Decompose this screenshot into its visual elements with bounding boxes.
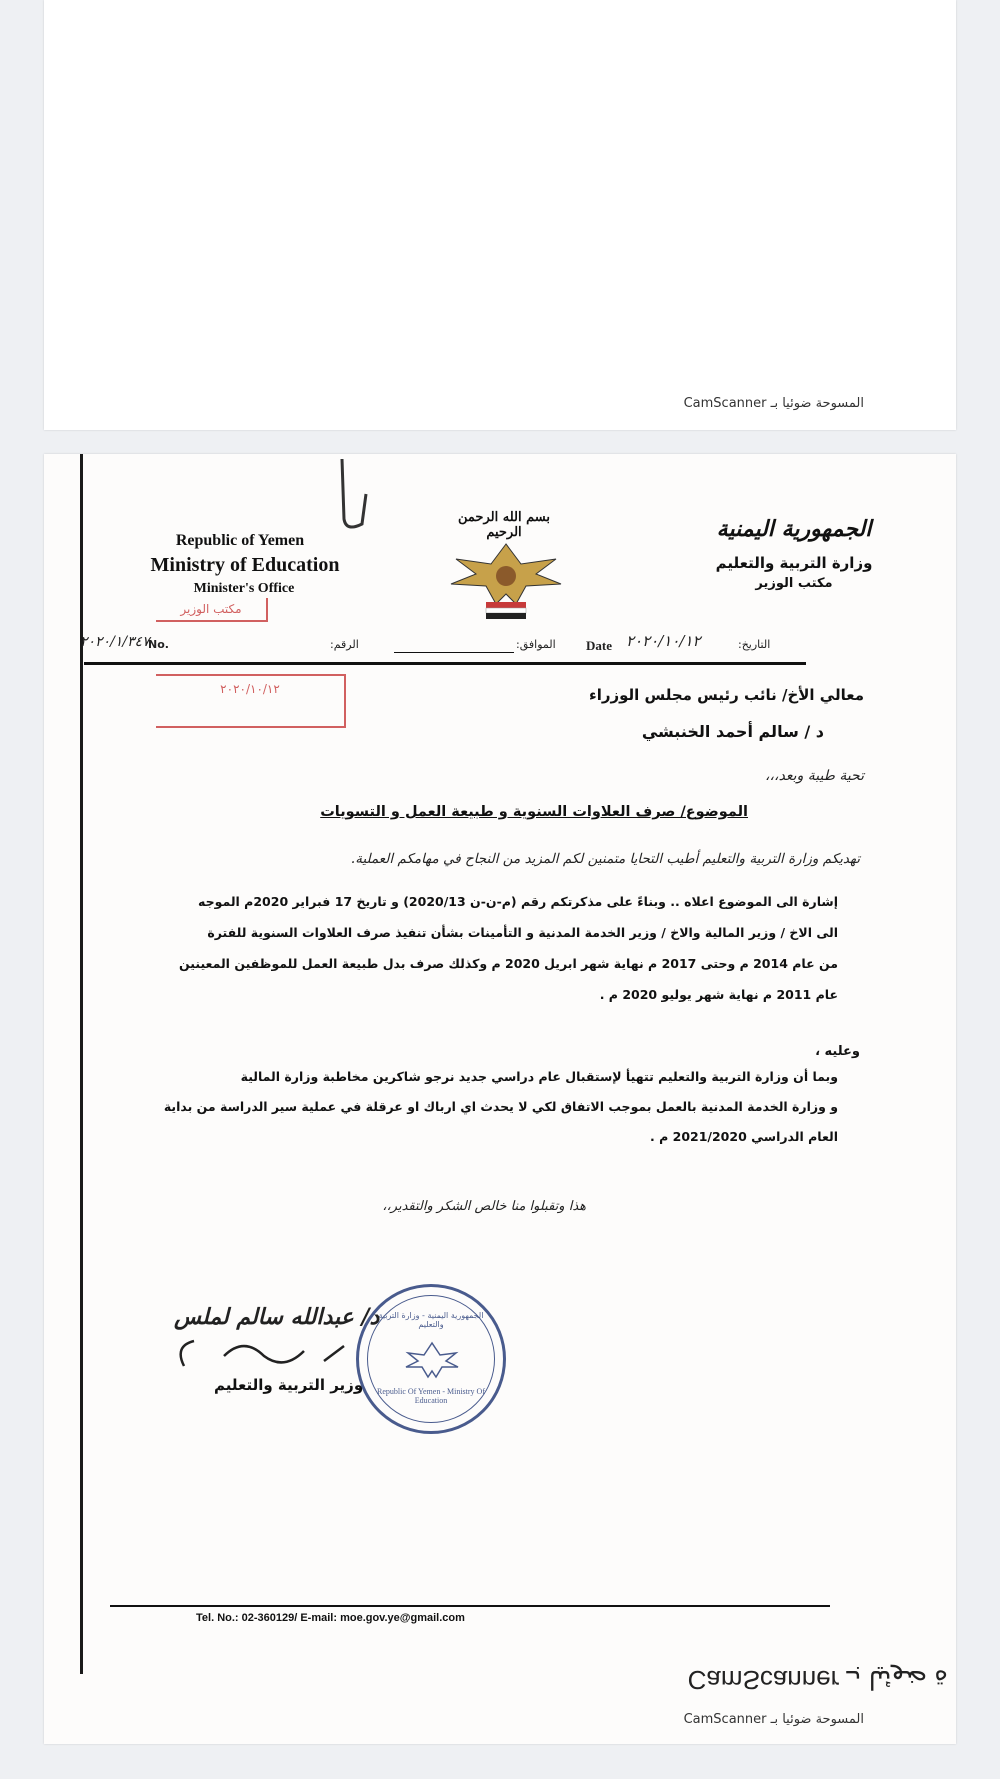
- camscanner-footer-2: المسوحة ضوئيا بـ CamScanner: [683, 1712, 864, 1727]
- letterhead-ministry-en: Ministry of Education: [150, 554, 340, 576]
- signature-handwritten: د/ عبدالله سالم لملس: [174, 1304, 380, 1330]
- paragraph2-line1: وبما أن وزارة التربية والتعليم تتهيأ لإستقبال عام دراسي جديد نرجو شاكرين مخاطبة وزارة المالية: [240, 1069, 838, 1084]
- number-value: ٢٠٢٠/١/٣٤٧: [80, 634, 150, 650]
- date-value: ٢٠٢٠/١٠/١٢: [626, 632, 701, 650]
- paragraph1-line4: عام 2011 م نهاية شهر يوليو 2020 م .: [599, 987, 838, 1002]
- letterhead-country-en: Republic of Yemen: [175, 532, 305, 549]
- scanned-page-2: [44, 454, 956, 1744]
- signature-title: وزير التربية والتعليم: [214, 1376, 364, 1394]
- number-label: No.: [148, 638, 169, 651]
- date-label-ar: التاريخ:: [738, 638, 771, 651]
- recipient-title: معالي الأخ/ نائب رئيس مجلس الوزراء: [589, 686, 864, 704]
- greeting: تحية طيبة وبعد،،،: [765, 768, 864, 784]
- paragraph1-line3: من عام 2014 م وحتى 2017 م نهاية شهر ابريل 2020 م وكذلك صرف بدل طبيعة العمل للموظفين المعينين: [179, 956, 838, 971]
- basmala-text: بسم الله الرحمن الرحيم: [458, 510, 550, 540]
- therefore-label: وعليه ،: [815, 1044, 860, 1059]
- closing-line: هذا وتقبلوا منا خالص الشكر والتقدير،،: [382, 1199, 586, 1214]
- recipient-name: د / سالم أحمد الخنبشي: [641, 722, 824, 741]
- date-label: Date: [586, 638, 612, 653]
- letterhead-ministry-ar: وزارة التربية والتعليم: [715, 554, 873, 572]
- handwritten-opening: تهديكم وزارة التربية والتعليم أطيب التحايا متمنين لكم المزيد من النجاح في مهامكم العملية.: [350, 851, 860, 867]
- seal-emblem-icon: [404, 1339, 460, 1383]
- agree-label: الموافق:: [516, 638, 556, 651]
- letterhead-office-en: Minister's Office: [193, 581, 295, 596]
- camscanner-watermark-partial: ة ضوئيا بـ CamScanner: [687, 1665, 948, 1695]
- number-label-ar: الرقم:: [330, 638, 359, 651]
- scanned-page-1: [44, 0, 956, 430]
- paragraph2-line2: و وزارة الخدمة المدنية بالعمل بموجب الاتفاق لكي لا يحدث اي ارباك او عرقلة في عملية سير الدراسة من بداية: [163, 1099, 838, 1114]
- letter-subject: الموضوع/ صرف العلاوات السنوية و طبيعة العمل و التسويات: [320, 804, 748, 820]
- seal-text-en: Republic Of Yemen - Ministry Of Education: [377, 1387, 485, 1405]
- paragraph2-line3: العام الدراسي 2021/2020 م .: [650, 1129, 838, 1144]
- incoming-stamp-office: مكتب الوزير: [156, 598, 268, 622]
- incoming-stamp-box: [156, 674, 346, 728]
- handwritten-mark: [334, 454, 374, 534]
- letterhead-office-ar: مكتب الوزير: [755, 576, 833, 591]
- paragraph1-line2: الى الاخ / وزير المالية والاخ / وزير الخدمة المدنية و التأمينات بشأن تنفيذ صرف العلاوات السنوية للفترة: [207, 925, 838, 940]
- letterhead-country-ar: الجمهورية اليمنية: [716, 516, 872, 542]
- paragraph1-line1: إشارة الى الموضوع اعلاه .. وبناءً على مذكرتكم رقم (م-ن-ن 2020/13) و تاريخ 17 فبراير 2020م الموجه: [198, 894, 838, 909]
- ministry-seal: [356, 1284, 506, 1434]
- yemen-emblem-icon: [446, 534, 566, 624]
- camscanner-footer: المسوحة ضوئيا بـ CamScanner: [683, 396, 864, 411]
- letterhead-rule: [84, 662, 806, 665]
- footer-rule: [110, 1605, 830, 1607]
- incoming-stamp-date: ٢٠٢٠/١٠/١٢: [220, 682, 280, 696]
- agree-underline: [394, 652, 514, 653]
- seal-text-ar: الجمهورية اليمنية - وزارة التربية والتعليم: [378, 1311, 484, 1329]
- contact-line: Tel. No.: 02-360129/ E-mail: moe.gov.ye@gmail.com: [196, 1612, 465, 1624]
